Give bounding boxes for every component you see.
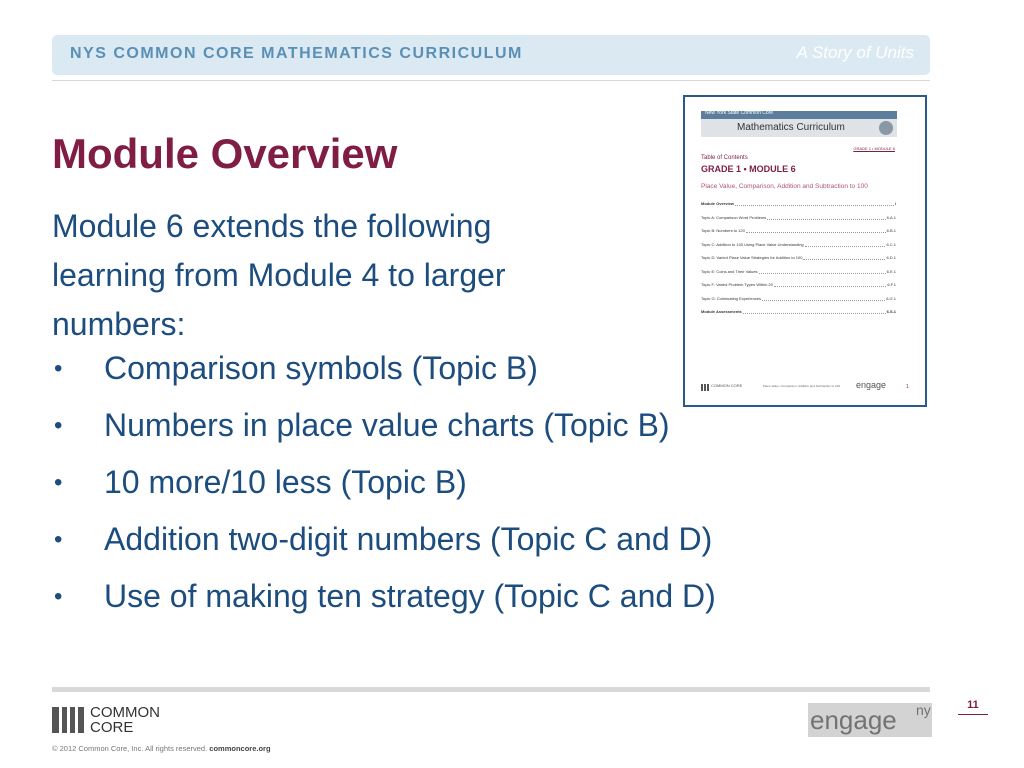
thumbnail-footer [701,378,911,398]
gear-icon [879,121,893,135]
bullet-icon: • [54,469,63,496]
common-core-logo-icon [701,384,709,391]
thumbnail-band-strip [701,111,897,119]
thumbnail-footer-logo: COMMON CORE [711,383,743,388]
toc-row-leader [746,228,886,233]
toc-row-page: 6.B.1 [886,228,896,233]
table-of-contents-thumbnail [683,95,927,407]
engage-ny-superscript: ny [916,702,931,718]
bullet-text: Numbers in place value charts (Topic B) [104,407,670,443]
copyright-text: © 2012 Common Core, Inc. All rights reserved. [52,744,208,753]
thumbnail-subtitle: Place Value, Comparison, Addition and Subtraction to 100 [701,183,868,190]
toc-row-leader [803,255,885,260]
thumbnail-footer-page: 1 [906,384,909,390]
toc-row [701,255,896,269]
toc-row-label: Topic C: Addition to 100 Using Place Value Understanding [701,241,804,247]
toc-row-leader [735,201,894,206]
toc-row-leader [743,309,886,314]
toc-row-label: Topic E: Coins and Their Values [701,268,758,274]
toc-row-page: 6.A.1 [886,214,896,220]
copyright-notice [52,744,271,753]
thumbnail-band-title: Mathematics Curriculum [737,122,845,133]
thumbnail-grade-title: GRADE 1 • MODULE 6 [701,164,796,174]
slide-title: Module Overview [52,130,398,177]
toc-row-page: 6.S.1 [886,309,896,314]
toc-row-page: 6.F.1 [887,282,896,287]
header-banner [52,35,930,75]
toc-row [701,282,896,296]
curriculum-label: NYS COMMON CORE MATHEMATICS CURRICULUM [70,45,523,62]
common-core-wordmark [90,705,160,735]
toc-row [701,228,896,242]
toc-row [701,296,896,310]
footer-divider [52,687,930,692]
thumbnail-footer-module: Place Value, Comparison, Addition and Subtraction to 100 [763,384,840,388]
thumbnail-toc-rows [701,201,896,323]
toc-row [701,215,896,229]
logo-line-1: COMMON [90,704,160,721]
toc-row-label: Topic D: Varied Place Value Strategies for Addition to 100 [701,255,803,260]
toc-row [701,242,896,256]
toc-row-label: Topic G: Culminating Experiences [701,295,762,301]
engageny-logo [808,703,932,737]
toc-row [701,269,896,283]
toc-row-leader [774,282,886,287]
thumbnail-header-band [701,111,897,137]
bullet-icon: • [54,412,63,439]
bullet-text: 10 more/10 less (Topic B) [104,464,467,500]
page-number: 11 [958,699,988,715]
intro-text: Module 6 extends the following learning from Module 4 to larger numbers: [52,208,506,342]
thumbnail-grade-tag: GRADE 1 • MODULE 6 [853,146,895,151]
bullet-text: Comparison symbols (Topic B) [104,350,538,386]
toc-row-label: Topic B: Numbers to 120 [701,228,745,233]
toc-row [701,201,896,215]
logo-line-2: CORE [90,719,134,736]
bullet-icon: • [54,583,63,610]
toc-row-leader [759,269,886,274]
toc-row-label: Topic F: Varied Problem Types Within 20 [701,282,773,287]
thumbnail-band-label: New York State Common Core [705,110,774,116]
toc-row-page: 6.G.1 [886,295,896,301]
common-core-logo [52,705,182,737]
bullet-text: Addition two-digit numbers (Topic C and D) [104,521,713,557]
thumbnail-toc-label: Table of Contents [701,155,748,161]
common-core-bars-icon [52,707,85,733]
toc-row-page: 6.E.1 [886,268,896,274]
bullet-text: Use of making ten strategy (Topic C and D) [104,578,716,614]
engage-wordmark: engage [810,705,897,735]
thumbnail-footer-engage: engage [856,380,887,390]
toc-row [701,309,896,323]
toc-row-leader [767,215,885,220]
toc-row-label: Topic A: Comparison Word Problems [701,214,767,220]
header-divider [52,80,930,81]
toc-row-leader [805,242,886,247]
bullet-icon: • [54,355,63,382]
toc-row-leader [762,296,885,301]
toc-row-page: 6.C.1 [886,241,896,247]
story-label: A Story of Units [796,43,914,62]
bullet-icon: • [54,526,63,553]
toc-row-page: i [894,201,896,206]
toc-row-page: 6.D.1 [886,255,896,260]
copyright-site-link[interactable]: commoncore.org [209,744,271,753]
toc-row-label: Module Assessments [701,309,742,314]
toc-row-label: Module Overview [701,201,734,206]
